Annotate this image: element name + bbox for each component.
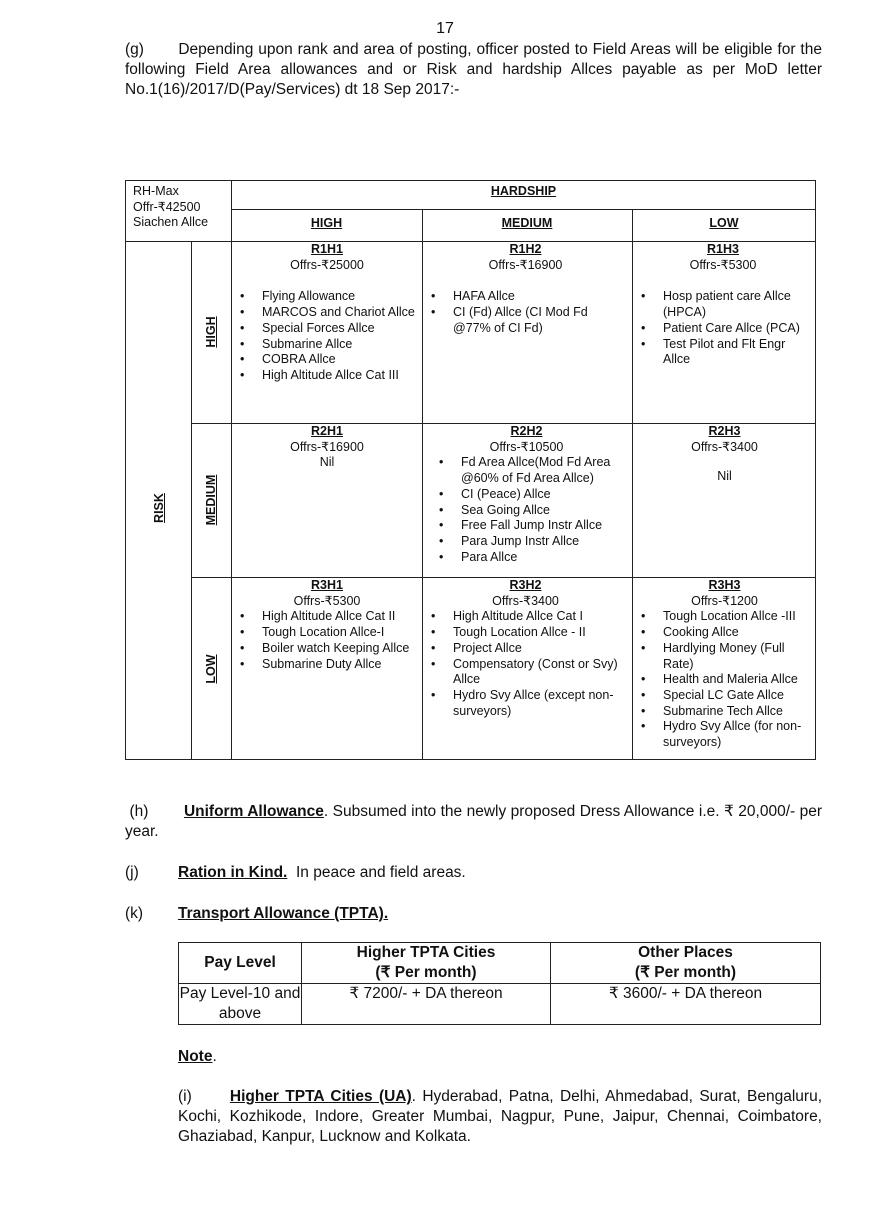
paragraph-h-title: Uniform Allowance (183, 803, 324, 820)
list-item: • Hydro Svy Allce (for non- surveyors) (633, 719, 816, 750)
list-item: • Flying Allowance (232, 289, 422, 305)
cell-code: R2H1 (311, 424, 343, 438)
header-higher-tpta-cities (302, 943, 551, 984)
cell-amount: Offrs-₹10500 (489, 439, 564, 454)
grid-corner (133, 184, 229, 231)
note-i (178, 1087, 822, 1147)
list-item: • Para Jump Instr Allce (431, 534, 630, 550)
paragraph-j (178, 864, 466, 882)
header-higher-tpta-title: Higher TPTA Cities (356, 944, 496, 961)
note-suffix: . (212, 1048, 217, 1065)
list-item: • Boiler watch Keeping Allce (232, 641, 422, 657)
cell-amount: Offrs-₹3400 (691, 439, 758, 454)
cell-amount: Offrs-₹25000 (290, 257, 364, 272)
header-higher-tpta-unit: (₹ Per month) (375, 964, 477, 981)
cell-note: Nil (319, 455, 335, 470)
cell-code: R1H1 (311, 242, 343, 256)
list-item: • Test Pilot and Flt Engr Allce (633, 337, 813, 368)
hardship-header: HARDSHIP (490, 184, 557, 198)
paragraph-j-label: (j) (125, 864, 139, 881)
cell-code: R2H3 (708, 424, 741, 438)
cell-code: R1H3 (707, 242, 739, 256)
cell-amount: Offrs-₹5300 (689, 257, 757, 272)
list-item: • Fd Area Allce(Mod Fd Area @60% of Fd Area Allce) (431, 455, 630, 486)
cell-pay-level: Pay Level-10 and above (179, 984, 302, 1025)
note-i-label: (i) (178, 1088, 192, 1105)
list-item: • Hosp patient care Allce (HPCA) (633, 289, 813, 320)
cell-amount: Offrs-₹5300 (293, 593, 361, 608)
cell-code: R2H2 (510, 424, 543, 438)
note-i-title: Higher TPTA Cities (UA) (229, 1088, 412, 1105)
list-item: • Tough Location Allce -III (633, 609, 816, 625)
cell-amount: Offrs-₹16900 (290, 439, 364, 454)
list-item: • CI (Peace) Allce (431, 487, 630, 503)
hardship-low-header: LOW (709, 216, 739, 230)
note-heading (178, 1048, 217, 1066)
cell-amount: Offrs-₹3400 (492, 593, 559, 608)
list-item: • HAFA Allce (423, 289, 628, 305)
list-item: • Submarine Allce (232, 337, 422, 353)
cell-r2h3 (633, 424, 816, 485)
list-item: • High Altitude Allce Cat II (232, 609, 422, 625)
risk-low-header: LOW (204, 654, 218, 684)
paragraph-g-text: Depending upon rank and area of posting, officer posted to Field Areas will be eligible for the following Field Area allowances and or Risk and hardship Allces payable as per MoD letter No.1(16)/2017/D(Pay/Services) dt 18 Sep 2017:- (125, 41, 822, 98)
tpta-table (178, 942, 821, 1025)
list-item: • Submarine Tech Allce (633, 704, 816, 720)
cell-r3h3 (633, 578, 816, 751)
cell-code: R3H2 (509, 578, 542, 592)
paragraph-k-label: (k) (125, 905, 144, 922)
list-item: • MARCOS and Chariot Allce (232, 305, 422, 321)
hardship-high-header: HIGH (310, 216, 343, 230)
corner-line-3: Siachen Allce (133, 215, 209, 230)
cell-code: R3H1 (311, 578, 343, 592)
cell-code: R3H3 (708, 578, 741, 592)
list-item: • High Altitude Allce Cat I (423, 609, 628, 625)
list-item: • Patient Care Allce (PCA) (633, 321, 813, 337)
paragraph-g-label: (g) (125, 41, 144, 58)
cell-r3h1 (232, 578, 422, 672)
note-i-text: . Hyderabad, Patna, Delhi, Ahmedabad, Surat, Bengaluru, Kochi, Kozhikode, Indore, Greater Mumbai, Nagpur, Pune, Jaipur, Chennai, Coimbatore, Ghaziabad, Kanpur, Lucknow and Kolkata. (178, 1088, 823, 1145)
cell-code: R1H2 (509, 242, 542, 256)
list-item: • Special Forces Allce (232, 321, 422, 337)
list-item: • Hardlying Money (Full Rate) (633, 641, 816, 672)
cell-higher-tpta-amount: ₹ 7200/- + DA thereon (302, 984, 551, 1025)
hardship-medium-header: MEDIUM (501, 216, 553, 230)
risk-header: RISK (152, 493, 166, 523)
paragraph-h-label: (h) (129, 803, 149, 820)
cell-amount: Offrs-₹1200 (691, 593, 758, 608)
list-item: • Submarine Duty Allce (232, 657, 422, 673)
cell-r2h1 (232, 424, 422, 471)
corner-line-2: Offr-₹42500 (133, 199, 201, 214)
risk-hardship-grid (125, 180, 816, 760)
cell-note: Nil (717, 469, 732, 484)
list-item: • Hydro Svy Allce (except non- surveyors) (423, 688, 628, 719)
list-item: • CI (Fd) Allce (CI Mod Fd @77% of CI Fd) (423, 305, 628, 336)
list-item: • Health and Maleria Allce (633, 672, 816, 688)
corner-line-1: RH-Max (133, 184, 179, 198)
cell-amount: Offrs-₹16900 (488, 257, 563, 272)
list-item: • Cooking Allce (633, 625, 816, 641)
list-item: • Tough Location Allce-I (232, 625, 422, 641)
risk-high-header: HIGH (204, 316, 218, 348)
cell-r2h2 (423, 424, 630, 565)
header-pay-level: Pay Level (179, 943, 302, 984)
list-item: • Sea Going Allce (431, 503, 630, 519)
list-item: • Compensatory (Const or Svy) Allce (423, 657, 628, 688)
list-item: • Free Fall Jump Instr Allce (431, 518, 630, 534)
paragraph-h (125, 802, 822, 842)
list-item: • Tough Location Allce - II (423, 625, 628, 641)
list-item: • Special LC Gate Allce (633, 688, 816, 704)
page-number: 17 (436, 20, 454, 37)
table-row (179, 984, 821, 1025)
list-item: • Para Allce (431, 550, 630, 566)
risk-medium-header: MEDIUM (204, 474, 218, 526)
paragraph-k-title: Transport Allowance (TPTA). (178, 905, 389, 922)
list-item: • High Altitude Allce Cat III (232, 368, 422, 384)
cell-r1h1 (232, 242, 422, 384)
header-other-places (551, 943, 821, 984)
list-item: • Project Allce (423, 641, 628, 657)
cell-other-places-amount: ₹ 3600/- + DA thereon (551, 984, 821, 1025)
paragraph-j-text: In peace and field areas. (295, 864, 466, 881)
table-header-row (179, 943, 821, 984)
paragraph-j-title: Ration in Kind. (178, 864, 288, 881)
paragraph-g (125, 40, 822, 100)
header-other-places-title: Other Places (638, 944, 733, 961)
cell-r1h3 (633, 242, 813, 368)
paragraph-h-text: . Subsumed into the newly proposed Dress Allowance i.e. ₹ 20,000/- per year. (125, 803, 823, 840)
cell-r1h2 (423, 242, 628, 337)
note-title: Note (178, 1048, 213, 1065)
header-other-places-unit: (₹ Per month) (634, 964, 737, 981)
cell-r3h2 (423, 578, 628, 719)
list-item: • COBRA Allce (232, 352, 422, 368)
